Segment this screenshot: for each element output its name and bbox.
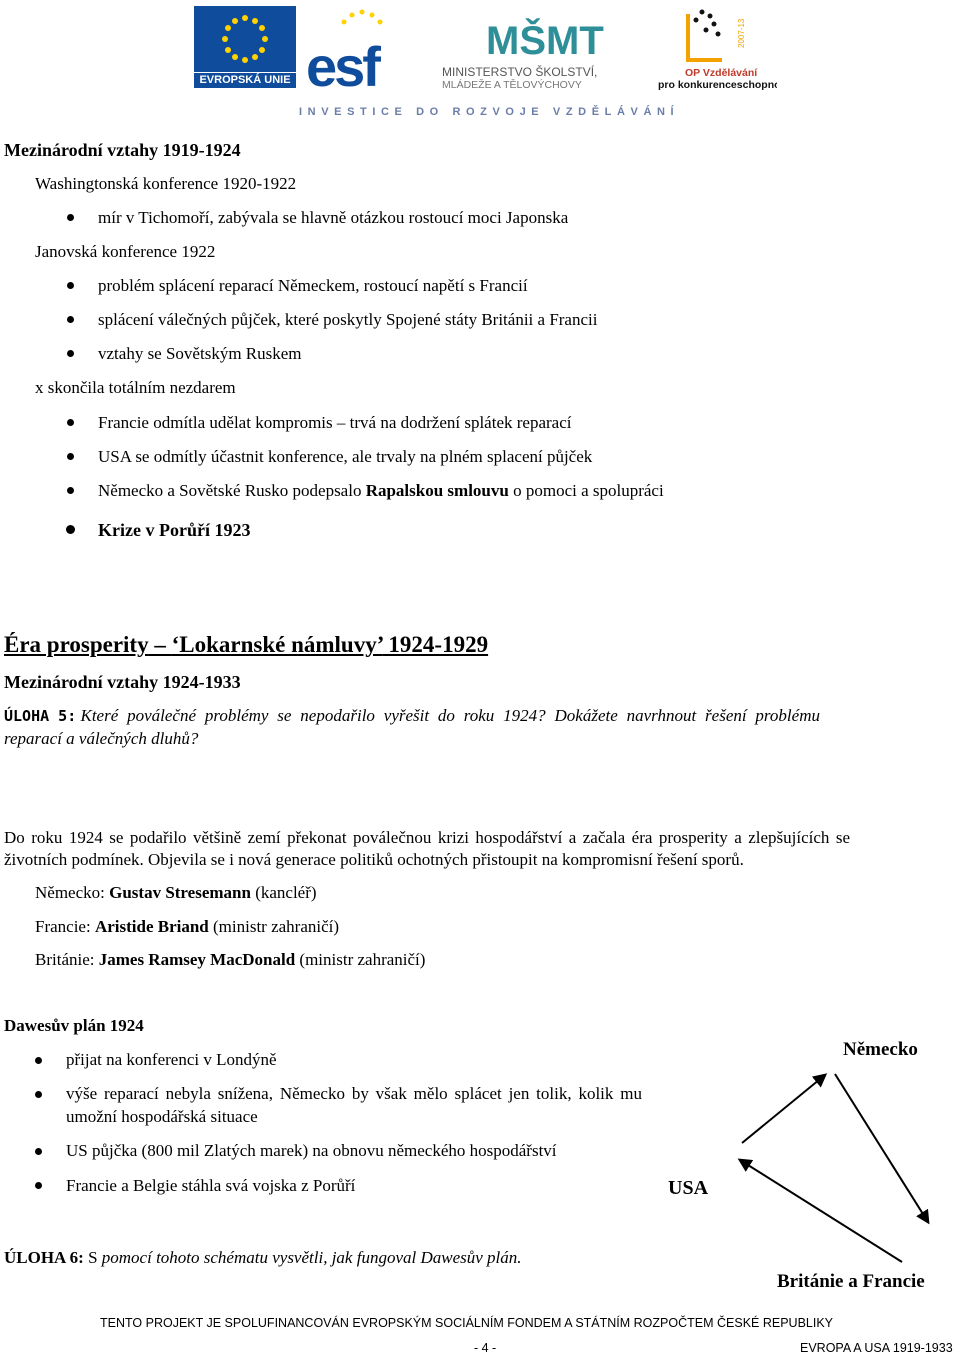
diagram-node-germany: Německo bbox=[843, 1039, 918, 1060]
bullet-icon bbox=[67, 487, 74, 494]
arrow-germany-to-britain-france bbox=[835, 1074, 928, 1222]
msmt-mark: MŠMT bbox=[486, 19, 604, 63]
diagram-node-britain-france: Británie a Francie bbox=[777, 1271, 925, 1292]
msmt-logo bbox=[440, 2, 625, 92]
failure-line: x skončila totálním nezdarem bbox=[35, 378, 236, 397]
washington-heading: Washingtonská konference 1920-1922 bbox=[35, 174, 297, 193]
footer-doc-title: EVROPA A USA 1919-1933 bbox=[800, 1341, 953, 1355]
opvk-line2: pro konkurenceschopnost bbox=[658, 79, 777, 91]
list-item: přijat na konferenci v Londýně bbox=[66, 1050, 277, 1069]
bullet-icon bbox=[35, 1057, 42, 1064]
bullet-icon bbox=[67, 453, 74, 460]
esf-text: esf bbox=[306, 35, 378, 90]
diagram-node-usa: USA bbox=[668, 1177, 709, 1199]
task6: ÚLOHA 6: S pomocí tohoto schématu vysvětli, jak fungoval Dawesův plán. bbox=[4, 1248, 522, 1267]
era-prosperity: Éra prosperity bbox=[4, 632, 149, 657]
task5 bbox=[4, 706, 820, 726]
rapallo-pre: Německo a Sovětské Rusko podepsalo bbox=[98, 481, 366, 500]
task5-label: ÚLOHA 5: bbox=[4, 707, 77, 725]
rapallo-treaty: Rapalskou smlouvu bbox=[365, 481, 509, 500]
genoa-heading: Janovská konference 1922 bbox=[35, 242, 216, 261]
dawes-diagram bbox=[730, 1030, 960, 1270]
locarno: ‘Lokarnské námluvy’ bbox=[171, 632, 383, 657]
task5-text-cont: reparací a válečných dluhů? bbox=[4, 729, 199, 748]
list-item: problém splácení reparací Německem, rostoucí napětí s Francií bbox=[98, 276, 528, 295]
arrow-usa-to-germany bbox=[742, 1075, 825, 1143]
header-slogan: INVESTICE DO ROZVOJE VZDĚLÁVÁNÍ bbox=[299, 106, 680, 118]
bullet-icon bbox=[67, 316, 74, 323]
politician-britain: Británie: James Ramsey MacDonald (ministr zahraničí) bbox=[35, 950, 426, 969]
politician-germany: Německo: Gustav Stresemann (kancléř) bbox=[35, 883, 317, 902]
bullet-icon bbox=[67, 214, 74, 221]
era-years: 1924-1929 bbox=[382, 632, 489, 657]
list-item: US půjčka (800 mil Zlatých marek) na obnovu německého hospodářství bbox=[66, 1141, 557, 1160]
bullet-icon bbox=[67, 282, 74, 289]
eu-flag-icon bbox=[194, 6, 296, 72]
esf-logo bbox=[302, 6, 402, 90]
page-number: - 4 - bbox=[474, 1341, 497, 1355]
bullet-icon bbox=[35, 1148, 42, 1155]
list-item: Francie a Belgie stáhla svá vojska z Porůří bbox=[66, 1176, 356, 1195]
bullet-icon bbox=[67, 350, 74, 357]
ruhr-crisis: Krize v Porůří 1923 bbox=[98, 520, 251, 540]
msmt-line2: MLÁDEŽE A TĚLOVÝCHOVY bbox=[442, 79, 582, 91]
task5-text: Které poválečné problémy se nepodařilo vyřešit do roku 1924? Dokážete navrhnout řešení problému bbox=[80, 706, 820, 725]
bullet-icon bbox=[66, 525, 75, 534]
paragraph-line: životních podmínek. Objevila se i nová generace politiků ochotných přistoupit na kompromisní řešení sporů. bbox=[4, 850, 744, 869]
section3-title: Dawesův plán 1924 bbox=[4, 1016, 144, 1035]
task6-label: ÚLOHA 6: bbox=[4, 1248, 84, 1267]
list-item: USA se odmítly účastnit konference, ale trvaly na plném splacení půjček bbox=[98, 447, 593, 466]
list-item: Francie odmítla udělat kompromis – trvá na dodržení splátek reparací bbox=[98, 413, 572, 432]
task6-text: pomocí tohoto schématu vysvětli, jak fungoval Dawesův plán. bbox=[101, 1248, 522, 1267]
section2-title: Éra prosperity – ‘Lokarnské námluvy’ 1924-1929 bbox=[4, 632, 489, 657]
list-item: mír v Tichomoří, zabývala se hlavně otázkou rostoucí moci Japonska bbox=[98, 208, 569, 227]
section1-title: Mezinárodní vztahy 1919-1924 bbox=[4, 140, 241, 160]
opvk-years: 2007-13 bbox=[737, 18, 746, 48]
list-item: splácení válečných půjček, které poskytly Spojené státy Británii a Francii bbox=[98, 310, 598, 329]
rapallo-post: o pomoci a spolupráci bbox=[508, 481, 664, 500]
arrow-britain-france-to-usa bbox=[740, 1160, 902, 1262]
list-item: výše reparací nebyla snížena, Německo by však mělo splácet jen tolik, kolik mu bbox=[66, 1084, 642, 1103]
section2-subtitle: Mezinárodní vztahy 1924-1933 bbox=[4, 672, 241, 692]
list-item-cont: umožní hospodářská situace bbox=[66, 1107, 258, 1126]
bullet-icon bbox=[35, 1091, 42, 1098]
opvk-logo bbox=[652, 2, 777, 92]
msmt-line1: MINISTERSTVO ŠKOLSTVÍ, bbox=[442, 65, 598, 79]
bullet-icon bbox=[35, 1182, 42, 1189]
paragraph-line: Do roku 1924 se podařilo většině zemí překonat poválečnou krizi hospodářství a začala éra prosperity a zlepšujících se bbox=[4, 828, 851, 847]
list-item: vztahy se Sovětským Ruskem bbox=[98, 344, 302, 363]
eu-label: EVROPSKÁ UNIE bbox=[194, 73, 296, 88]
list-item bbox=[98, 481, 664, 501]
opvk-line1: OP Vzdělávání bbox=[685, 67, 758, 79]
bullet-icon bbox=[67, 419, 74, 426]
politician-france: Francie: Aristide Briand (ministr zahraničí) bbox=[35, 917, 340, 936]
footer-funding: TENTO PROJEKT JE SPOLUFINANCOVÁN EVROPSKÝM SOCIÁLNÍM FONDEM A STÁTNÍM ROZPOČTEM ČESKÉ REPUBLIKY bbox=[100, 1316, 834, 1330]
